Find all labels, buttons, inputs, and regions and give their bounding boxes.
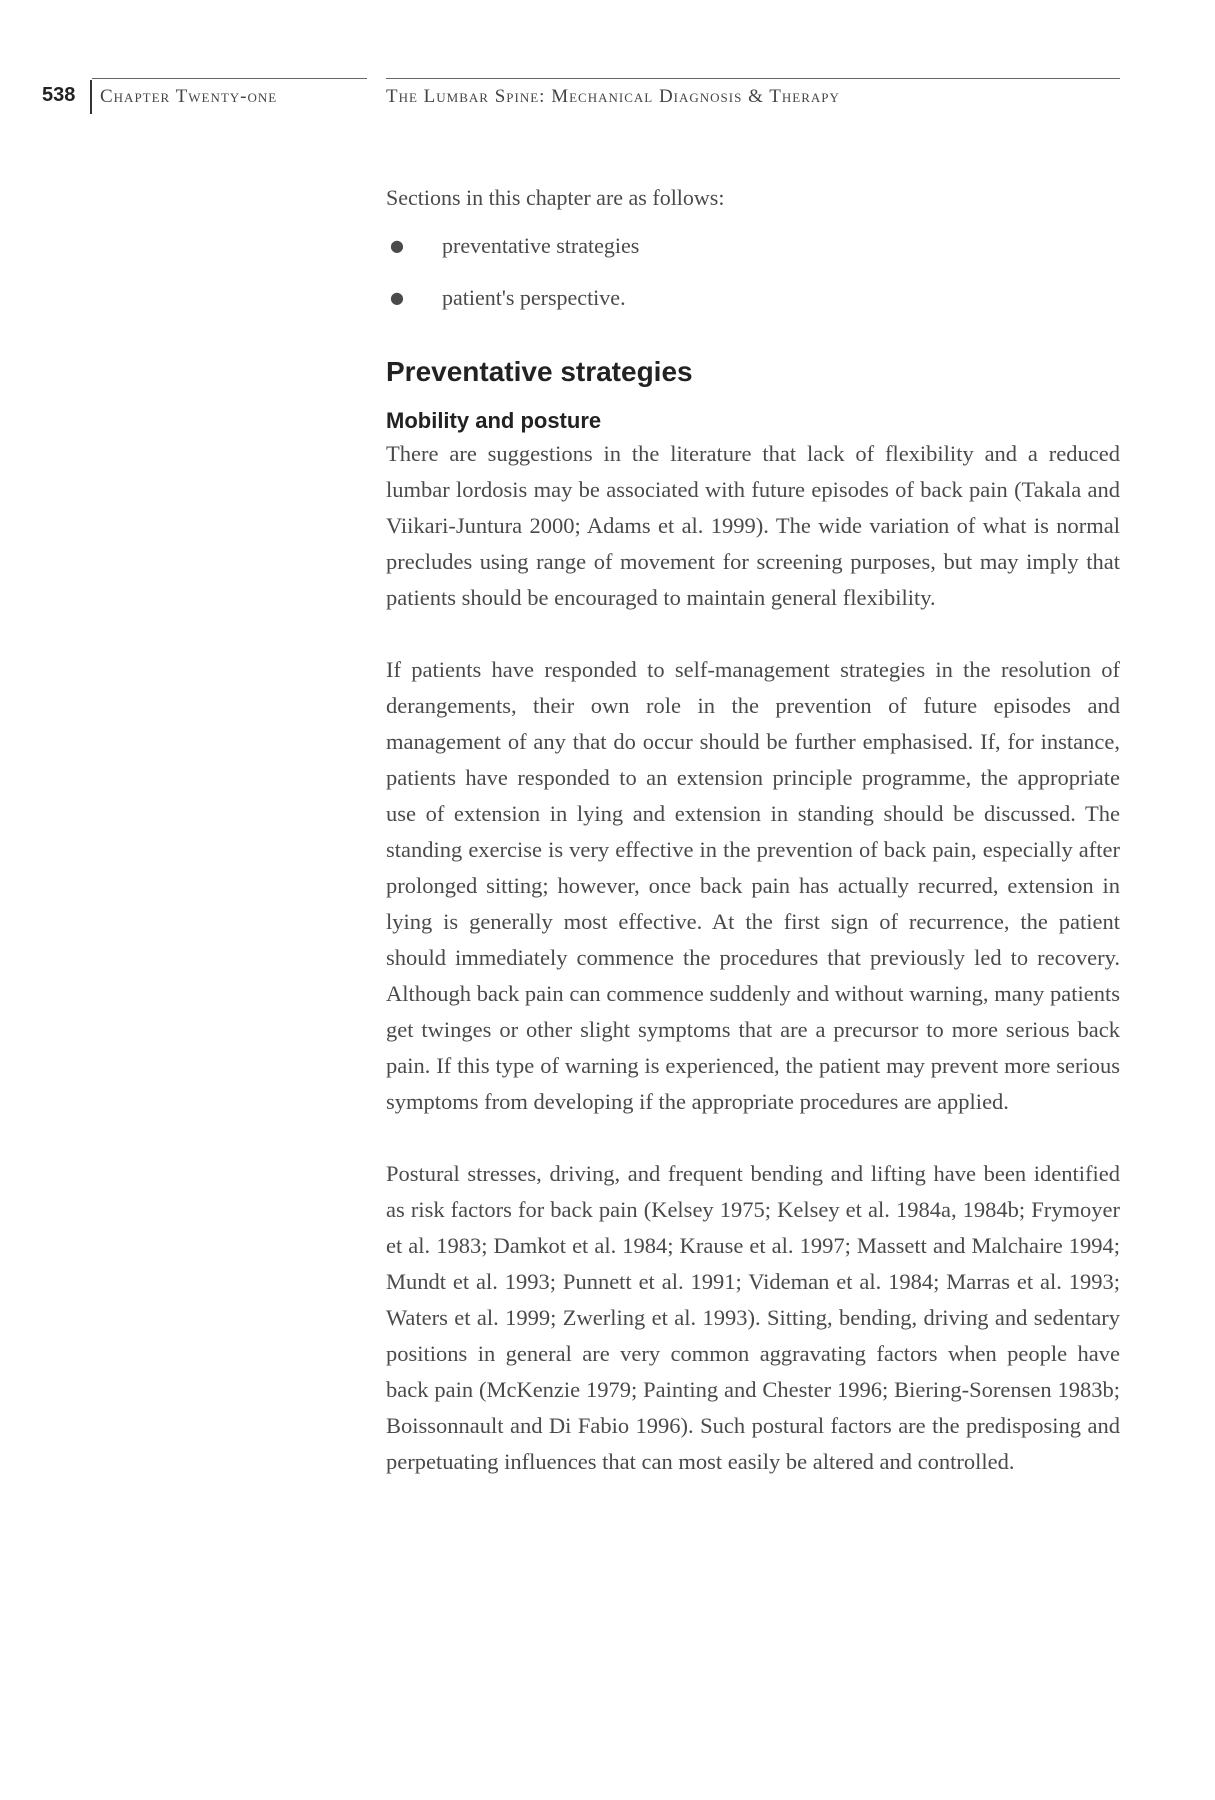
list-item bbox=[386, 228, 1120, 264]
page-number: 538 bbox=[42, 84, 76, 106]
paragraph: If patients have responded to self-management strategies in the resolution of derangements, their own role in the prevention of future episodes and management of any that do occur should be further emphasised. If, for instance, patients have responded to an extension principle programme, the appropriate use of extension in lying and extension in standing should be discussed. The standing exercise is very effective in the prevention of back pain, especially after prolonged sitting; however, once back pain has actually recurred, extension in lying is generally most effective. At the first sign of recurrence, the patient should immediately commence the procedures that previously led to recovery. Although back pain can commence suddenly and without warning, many patients get twinges or other slight symptoms that are a precursor to more serious back pain. If this type of warning is experienced, the patient may prevent more serious symptoms from developing if the appropriate procedures are applied. bbox=[386, 657, 1120, 1114]
header-divider bbox=[90, 80, 92, 114]
header-rule-left bbox=[92, 78, 367, 79]
book-title: The Lumbar Spine: Mechanical Diagnosis & Therapy bbox=[386, 86, 840, 107]
section-heading: Preventative strategies bbox=[386, 356, 693, 387]
bullet-icon: ● bbox=[390, 288, 404, 307]
list-item bbox=[386, 280, 1120, 316]
header-rule-right bbox=[386, 78, 1120, 79]
chapter-label: Chapter Twenty-one bbox=[100, 86, 278, 107]
section-list bbox=[386, 228, 1120, 316]
paragraph: Postural stresses, driving, and frequent bending and lifting have been identified as risk factors for back pain (Kelsey 1975; Kelsey et al. 1984a, 1984b; Frymoyer et al. 1983; Damkot et al. 1984; Krause et al. 1997; Massett and Malchaire 1994; Mundt et al. 1993; Punnett et al. 1991; Videman et al. 1984; Marras et al. 1993; Waters et al. 1999; Zwerling et al. 1993). Sitting, bending, driving and sedentary positions in general are very common aggravating factors when people have back pain (McKenzie 1979; Painting and Chester 1996; Biering-Sorensen 1983b; Boissonnault and Di Fabio 1996). Such postural factors are the predisposing and perpetuating influences that can most easily be altered and controlled. bbox=[386, 1161, 1120, 1474]
intro-text: Sections in this chapter are as follows: bbox=[386, 185, 725, 210]
subsection-heading: Mobility and posture bbox=[386, 408, 602, 433]
paragraph: There are suggestions in the literature that lack of flexibility and a reduced lumbar lordosis may be associated with future episodes of back pain (Takala and Viikari-Juntura 2000; Adams et al. 1999). The wide variation of what is normal precludes using range of movement for screening purposes, but may imply that patients should be encouraged to maintain general flexibility. bbox=[386, 441, 1120, 610]
page-content bbox=[386, 180, 1120, 1516]
list-item-text: patient's perspective. bbox=[442, 285, 626, 310]
list-item-text: preventative strategies bbox=[442, 233, 640, 258]
bullet-icon: ● bbox=[390, 236, 404, 255]
